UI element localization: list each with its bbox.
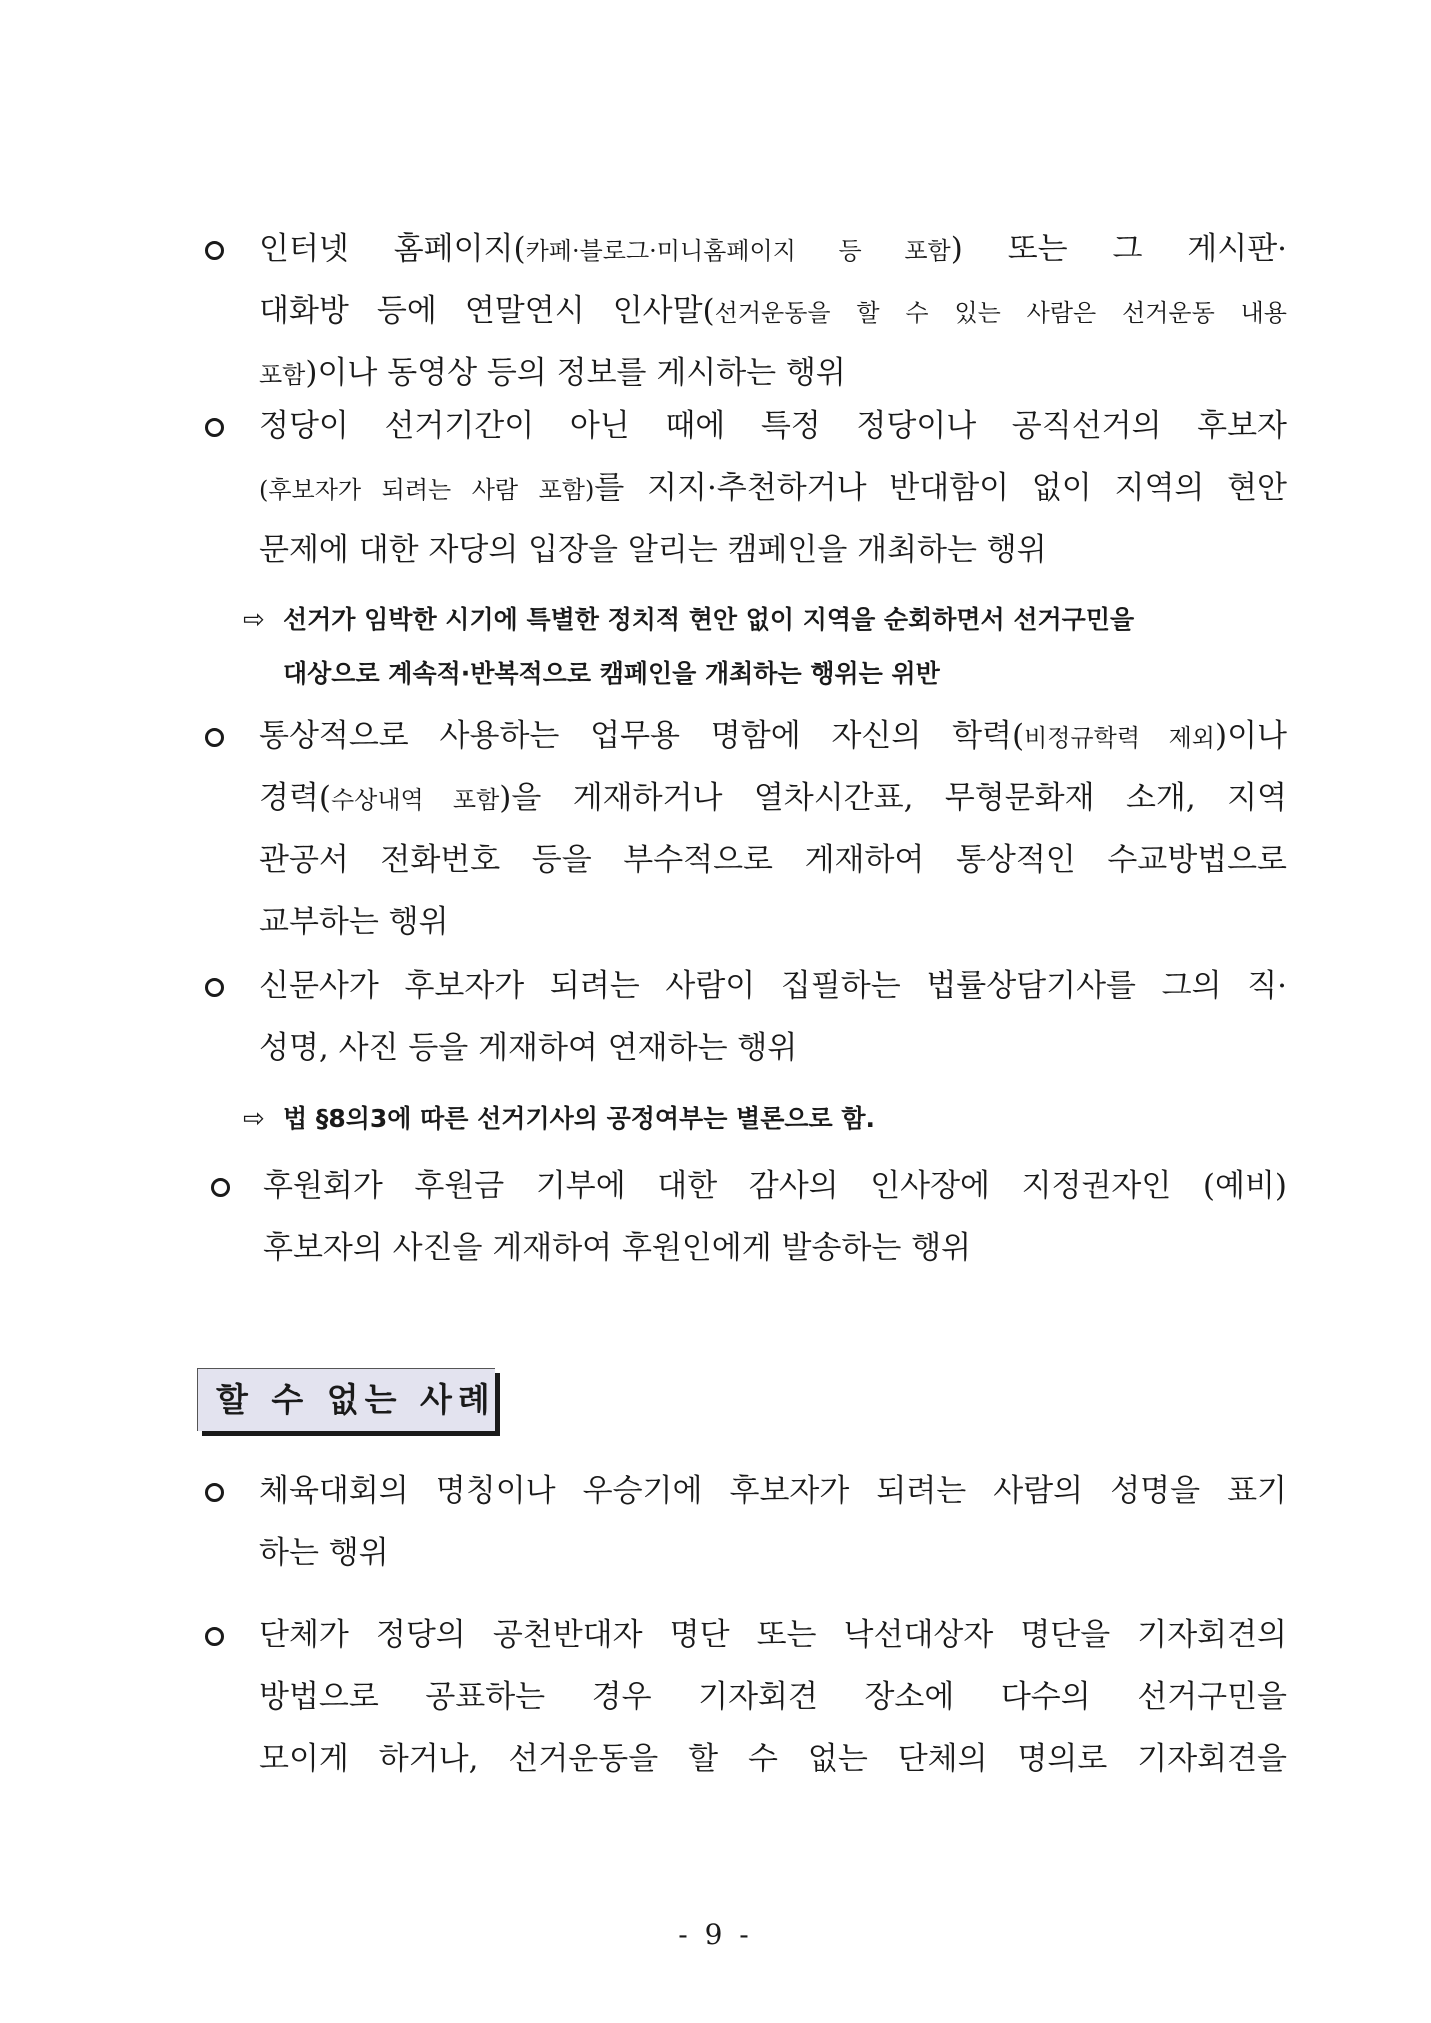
text-line: 체육대회의 명칭이나 우승기에 후보자가 되려는 사람의 성명을 표기 [259, 1473, 1287, 1509]
text-line: 경력(수상내역 포함)을 게재하거나 열차시간표, 무형문화재 소개, 지역 [259, 780, 1287, 816]
circle-bullet-icon [205, 418, 224, 437]
text-line: 통상적으로 사용하는 업무용 명함에 자신의 학력(비정규학력 제외)이나 [259, 718, 1287, 754]
text-line: 정당이 선거기간이 아닌 때에 특정 정당이나 공직선거의 후보자 [259, 408, 1287, 444]
text-line: 성명, 사진 등을 게재하여 연재하는 행위 [259, 1030, 798, 1066]
circle-bullet-icon [205, 241, 224, 260]
arrow-right-icon: ⇨ [243, 605, 265, 635]
text-line: 단체가 정당의 공천반대자 명단 또는 낙선대상자 명단을 기자회견의 [259, 1617, 1287, 1653]
circle-bullet-icon [205, 728, 224, 747]
text-line: 후보자의 사진을 게재하여 후원인에게 발송하는 행위 [263, 1230, 972, 1266]
note-line: 법 §8의3에 따른 선거기사의 공정여부는 별론으로 함. [283, 1104, 876, 1133]
text-line: 모이게 하거나, 선거운동을 할 수 없는 단체의 명의로 기자회견을 [259, 1741, 1287, 1777]
section-heading [197, 1368, 495, 1431]
arrow-right-icon: ⇨ [243, 1104, 265, 1134]
note-line: 대상으로 계속적·반복적으로 캠페인을 개최하는 행위는 위반 [283, 659, 940, 688]
text-line: (후보자가 되려는 사람 포함)를 지지·추천하거나 반대함이 없이 지역의 현안 [259, 470, 1287, 506]
section-heading-text: 할 수 없는 사례 [216, 1380, 496, 1419]
text-line: 인터넷 홈페이지(카페·블로그·미니홈페이지 등 포함) 또는 그 게시판· [259, 231, 1287, 267]
text-line: 신문사가 후보자가 되려는 사람이 집필하는 법률상담기사를 그의 직· [259, 968, 1287, 1004]
note-line: 선거가 임박한 시기에 특별한 정치적 현안 없이 지역을 순회하면서 선거구민을 [283, 605, 1135, 634]
text-line: 후원회가 후원금 기부에 대한 감사의 인사장에 지정권자인 (예비) [263, 1168, 1287, 1204]
circle-bullet-icon [205, 978, 224, 997]
circle-bullet-icon [211, 1178, 230, 1197]
circle-bullet-icon [205, 1483, 224, 1502]
circle-bullet-icon [205, 1627, 224, 1646]
text-line: 관공서 전화번호 등을 부수적으로 게재하여 통상적인 수교방법으로 [259, 842, 1287, 878]
text-line: 교부하는 행위 [259, 904, 449, 940]
text-line: 대화방 등에 연말연시 인사말(선거운동을 할 수 있는 사람은 선거운동 내용 [259, 293, 1287, 329]
page-number: - 9 - [678, 1918, 753, 1951]
text-line: 문제에 대한 자당의 입장을 알리는 캠페인을 개최하는 행위 [259, 532, 1047, 568]
text-line: 포함)이나 동영상 등의 정보를 게시하는 행위 [259, 355, 846, 391]
text-line: 하는 행위 [259, 1535, 389, 1571]
text-line: 방법으로 공표하는 경우 기자회견 장소에 다수의 선거구민을 [259, 1679, 1287, 1715]
